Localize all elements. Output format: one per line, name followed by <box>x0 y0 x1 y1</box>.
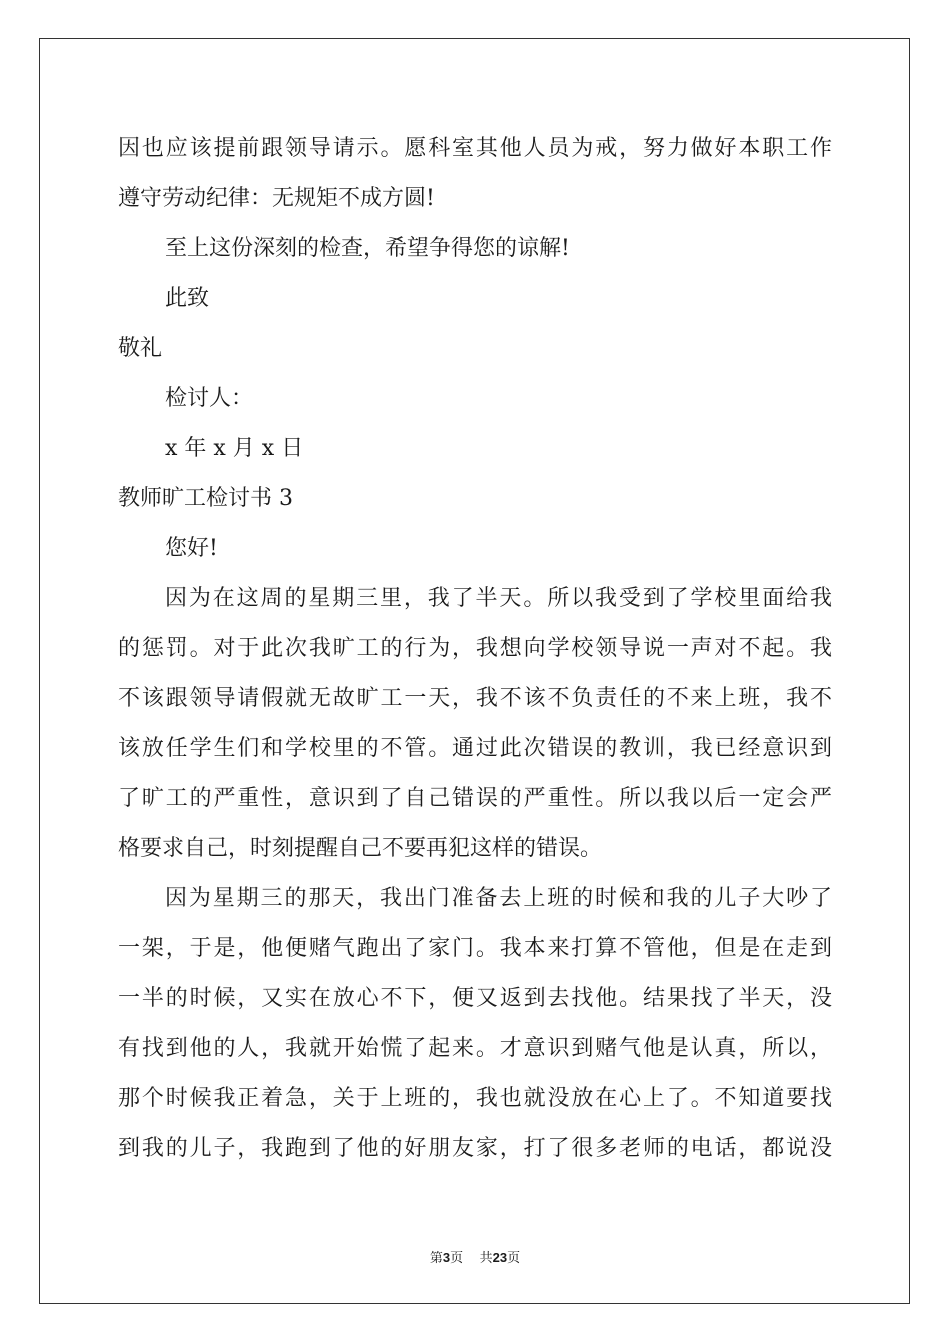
body-line: 那个时候我正着急，关于上班的，我也就没放在心上了。不知道要找 <box>118 1086 832 1111</box>
salutation-line: 此致 <box>165 286 210 311</box>
body-line: 到我的儿子，我跑到了他的好朋友家，打了很多老师的电话，都说没 <box>118 1136 832 1161</box>
body-line: 遵守劳动纪律：无规矩不成方圆! <box>118 186 435 211</box>
salutation-line: 敬礼 <box>118 336 163 361</box>
body-line: 一半的时候，又实在放心不下，便又返到去找他。结果找了半天，没 <box>118 986 832 1011</box>
greeting-line: 您好! <box>165 536 218 561</box>
total-pages: 23 <box>492 1250 508 1265</box>
signature-label: 检讨人： <box>165 386 254 411</box>
total-suffix: 页 <box>507 1251 521 1266</box>
body-line: 了旷工的严重性，意识到了自己错误的严重性。所以我以后一定会严 <box>118 786 832 811</box>
total-prefix: 共 <box>479 1251 493 1266</box>
body-line: 的惩罚。对于此次我旷工的行为，我想向学校领导说一声对不起。我 <box>118 636 832 661</box>
body-line: 不该跟领导请假就无故旷工一天，我不该不负责任的不来上班，我不 <box>118 686 832 711</box>
body-line: 一架，于是，他便赌气跑出了家门。我本来打算不管他，但是在走到 <box>118 936 832 961</box>
body-line: 因也应该提前跟领导请示。愿科室其他人员为戒，努力做好本职工作 <box>118 136 832 161</box>
date-line: x 年 x 月 x 日 <box>165 436 304 461</box>
page-suffix: 页 <box>450 1251 464 1266</box>
body-line: 至上这份深刻的检查，希望争得您的谅解! <box>165 236 570 261</box>
page-footer <box>0 1247 950 1266</box>
page-border <box>39 38 910 1304</box>
body-line: 因为星期三的那天，我出门准备去上班的时候和我的儿子大吵了 <box>165 886 832 911</box>
body-line: 有找到他的人，我就开始慌了起来。才意识到赌气他是认真，所以， <box>118 1036 832 1061</box>
section-title: 教师旷工检讨书 3 <box>118 486 293 511</box>
body-line: 格要求自己，时刻提醒自己不要再犯这样的错误。 <box>118 836 603 861</box>
page-number: 3 <box>442 1250 451 1265</box>
page-prefix: 第 <box>429 1251 443 1266</box>
body-line: 该放任学生们和学校里的不管。通过此次错误的教训，我已经意识到 <box>118 736 832 761</box>
body-line: 因为在这周的星期三里，我了半天。所以我受到了学校里面给我 <box>165 586 832 611</box>
